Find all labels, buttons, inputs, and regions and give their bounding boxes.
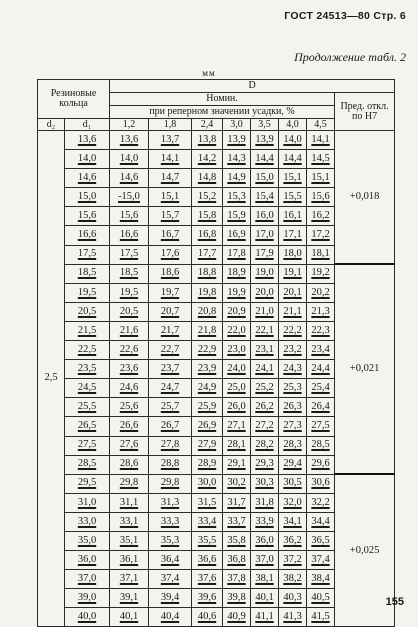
- nominal-value: 15,5: [283, 191, 302, 203]
- nominal-value: 28,2: [255, 439, 274, 451]
- shrinkage-col-header: 1,2: [110, 119, 149, 131]
- nominal-value: 31,7: [227, 496, 246, 508]
- d1-value: 21,5: [77, 324, 97, 336]
- nominal-value: 32,2: [311, 496, 330, 508]
- nominal-value: 36,0: [255, 534, 274, 546]
- col-d2-header: d₂: [38, 119, 65, 131]
- nominal-value: 29,3: [255, 458, 274, 470]
- nominal-value: 36,4: [160, 553, 180, 565]
- d1-value: 17,5: [77, 248, 97, 260]
- nominal-value: 14,0: [119, 152, 139, 164]
- nominal-value: 24,7: [160, 382, 180, 394]
- nominal-value: 15,2: [197, 191, 217, 203]
- shrinkage-header: при реперном значении усадки, %: [110, 106, 335, 119]
- nominal-value: 35,8: [227, 534, 246, 546]
- nominal-value: 21,3: [311, 305, 330, 317]
- d1-value: 23,5: [77, 362, 97, 374]
- nominal-value: 21,6: [119, 324, 139, 336]
- nominal-value: 27,1: [227, 420, 246, 432]
- nominal-value: 30,6: [311, 477, 330, 489]
- nominal-value: 27,5: [311, 420, 330, 432]
- nominal-value: 13,8: [197, 133, 217, 145]
- nominal-value: 18,5: [119, 267, 139, 279]
- nominal-value: 27,3: [283, 420, 302, 432]
- nominal-value: 24,3: [283, 362, 302, 374]
- nominal-value: 37,2: [283, 553, 302, 565]
- nominal-value: 35,1: [119, 534, 139, 546]
- d2-value: 2,5: [38, 131, 65, 627]
- table-row: [38, 474, 395, 493]
- nominal-value: 37,8: [227, 572, 246, 584]
- nominal-value: 36,5: [311, 534, 330, 546]
- nominal-value: 14,6: [119, 171, 139, 183]
- nominal-value: 26,3: [283, 401, 302, 413]
- dimension-table: [37, 79, 395, 627]
- nominal-value: 22,7: [160, 343, 180, 355]
- table-continuation: Продолжение табл. 2: [294, 50, 406, 64]
- nominal-value: 38,2: [283, 572, 302, 584]
- nominal-value: 19,2: [311, 267, 330, 279]
- nominal-value: 16,6: [119, 229, 139, 241]
- nominal-value: 26,2: [255, 401, 274, 413]
- nominal-value: 22,1: [255, 324, 274, 336]
- nominal-value: 40,6: [197, 611, 217, 623]
- nominal-value: 14,3: [227, 152, 246, 164]
- nominal-value: 14,1: [160, 152, 180, 164]
- nominal-value: 26,9: [197, 420, 217, 432]
- nominal-value: 26,7: [160, 420, 180, 432]
- nominal-value: 39,8: [227, 592, 246, 604]
- nominal-value: 14,1: [311, 133, 330, 145]
- rings-header: Резиновые кольца: [38, 80, 110, 119]
- nominal-value: 28,5: [311, 439, 330, 451]
- nominal-value: 23,7: [160, 362, 180, 374]
- nominal-value: 40,1: [255, 592, 274, 604]
- nominal-value: 15,6: [311, 191, 330, 203]
- nominal-header: Номин.: [110, 93, 335, 106]
- nominal-value: 13,7: [160, 133, 180, 145]
- standard-header: ГОСТ 24513—80 Стр. 6: [284, 10, 406, 22]
- nominal-value: 41,3: [283, 611, 302, 623]
- nominal-value: 41,5: [311, 611, 330, 623]
- nominal-value: 13,9: [227, 133, 246, 145]
- nominal-value: 18,0: [283, 248, 302, 260]
- d1-value: 15,6: [77, 210, 97, 222]
- shrinkage-col-header: 4,0: [279, 119, 307, 131]
- limit-deviation-header: Пред. откл. по Н7: [335, 93, 395, 131]
- nominal-value: 33,3: [160, 515, 180, 527]
- nominal-value: 16,9: [227, 229, 246, 241]
- nominal-value: 20,0: [255, 286, 274, 298]
- nominal-value: 14,8: [197, 171, 217, 183]
- col-d1-header: d₁: [65, 119, 110, 131]
- nominal-value: 15,1: [311, 171, 330, 183]
- nominal-value: 30,5: [283, 477, 302, 489]
- nominal-value: 15,1: [160, 191, 180, 203]
- nominal-value: 40,3: [283, 592, 302, 604]
- nominal-value: 35,3: [160, 534, 180, 546]
- nominal-value: 17,5: [119, 248, 139, 260]
- table-row: [38, 264, 395, 283]
- nominal-value: 21,1: [283, 305, 302, 317]
- nominal-value: 23,1: [255, 343, 274, 355]
- unit-label: мм: [202, 68, 216, 78]
- nominal-value: 40,4: [160, 611, 180, 623]
- nominal-value: 18,6: [160, 267, 180, 279]
- nominal-value: 19,9: [227, 286, 246, 298]
- nominal-value: 36,1: [119, 553, 139, 565]
- nominal-value: 37,6: [197, 572, 217, 584]
- nominal-value: 19,8: [197, 286, 217, 298]
- nominal-value: 14,4: [283, 152, 302, 164]
- nominal-value: 29,4: [283, 458, 302, 470]
- nominal-value: 22,2: [283, 324, 302, 336]
- nominal-value: -15,0: [118, 191, 140, 203]
- nominal-value: 23,6: [119, 362, 139, 374]
- nominal-value: 27,9: [197, 439, 217, 451]
- nominal-value: 19,7: [160, 286, 180, 298]
- nominal-value: 17,2: [311, 229, 330, 241]
- nominal-value: 21,8: [197, 324, 217, 336]
- nominal-value: 26,0: [227, 401, 246, 413]
- nominal-value: 35,5: [197, 534, 217, 546]
- nominal-value: 36,8: [227, 553, 246, 565]
- nominal-value: 31,1: [119, 496, 139, 508]
- d1-value: 35,0: [77, 534, 97, 546]
- d1-value: 13,6: [77, 133, 97, 145]
- nominal-value: 26,4: [311, 401, 330, 413]
- d1-value: 29,5: [77, 477, 97, 489]
- nominal-value: 40,1: [119, 611, 139, 623]
- d1-value: 15,0: [77, 191, 97, 203]
- nominal-value: 16,7: [160, 229, 180, 241]
- nominal-value: 29,8: [119, 477, 139, 489]
- nominal-value: 25,0: [227, 382, 246, 394]
- nominal-value: 22,3: [311, 324, 330, 336]
- nominal-value: 24,6: [119, 382, 139, 394]
- nominal-value: 30,0: [197, 477, 217, 489]
- nominal-value: 36,6: [197, 553, 217, 565]
- nominal-value: 17,9: [255, 248, 274, 260]
- nominal-value: 22,6: [119, 343, 139, 355]
- nominal-value: 21,0: [255, 305, 274, 317]
- nominal-value: 16,8: [197, 229, 217, 241]
- page-number: 155: [385, 596, 404, 608]
- d1-value: 18,5: [77, 267, 97, 279]
- nominal-value: 19,0: [255, 267, 274, 279]
- d1-value: 36,0: [77, 553, 97, 565]
- d1-value: 19,5: [77, 286, 97, 298]
- nominal-value: 14,7: [160, 171, 180, 183]
- nominal-value: 15,4: [255, 191, 274, 203]
- nominal-value: 28,1: [227, 439, 246, 451]
- nominal-value: 21,7: [160, 324, 180, 336]
- nominal-value: 29,6: [311, 458, 330, 470]
- nominal-value: 38,4: [311, 572, 330, 584]
- nominal-value: 40,9: [227, 611, 246, 623]
- tolerance-value: +0,025: [335, 474, 395, 627]
- nominal-value: 20,5: [119, 305, 139, 317]
- nominal-value: 37,4: [311, 553, 330, 565]
- nominal-value: 33,7: [227, 515, 246, 527]
- nominal-value: 28,8: [160, 458, 180, 470]
- nominal-value: 31,8: [255, 496, 274, 508]
- d1-value: 37,0: [77, 572, 97, 584]
- nominal-value: 34,4: [311, 515, 330, 527]
- nominal-value: 38,1: [255, 572, 274, 584]
- nominal-value: 20,2: [311, 286, 330, 298]
- nominal-value: 22,0: [227, 324, 246, 336]
- nominal-value: 37,1: [119, 572, 139, 584]
- nominal-value: 15,8: [197, 210, 217, 222]
- shrinkage-col-header: 2,4: [192, 119, 223, 131]
- nominal-value: 33,9: [255, 515, 274, 527]
- nominal-value: 17,7: [197, 248, 217, 260]
- d1-value: 39,0: [77, 592, 97, 604]
- d1-value: 24,5: [77, 382, 97, 394]
- nominal-value: 15,1: [283, 171, 302, 183]
- nominal-value: 18,8: [197, 267, 217, 279]
- nominal-value: 30,2: [227, 477, 246, 489]
- nominal-value: 13,9: [255, 133, 274, 145]
- nominal-value: 27,6: [119, 439, 139, 451]
- nominal-value: 33,4: [197, 515, 217, 527]
- nominal-value: 13,6: [119, 133, 139, 145]
- nominal-value: 20,7: [160, 305, 180, 317]
- shrinkage-col-header: 3,0: [223, 119, 251, 131]
- nominal-value: 25,6: [119, 401, 139, 413]
- nominal-value: 24,0: [227, 362, 246, 374]
- nominal-value: 27,8: [160, 439, 180, 451]
- d1-value: 40,0: [77, 611, 97, 623]
- nominal-value: 36,2: [283, 534, 302, 546]
- shrinkage-col-header: 3,5: [251, 119, 279, 131]
- d1-value: 16,6: [77, 229, 97, 241]
- nominal-value: 39,6: [197, 592, 217, 604]
- nominal-value: 19,1: [283, 267, 302, 279]
- d1-value: 14,6: [77, 171, 97, 183]
- nominal-value: 32,0: [283, 496, 302, 508]
- nominal-value: 37,0: [255, 553, 274, 565]
- nominal-value: 33,1: [119, 515, 139, 527]
- nominal-value: 39,4: [160, 592, 180, 604]
- nominal-value: 15,0: [255, 171, 274, 183]
- nominal-value: 17,1: [283, 229, 302, 241]
- nominal-value: 26,6: [119, 420, 139, 432]
- d1-value: 26,5: [77, 420, 97, 432]
- nominal-value: 29,8: [160, 477, 180, 489]
- nominal-value: 40,5: [311, 592, 330, 604]
- shrinkage-col-header: 1,8: [149, 119, 192, 131]
- nominal-value: 25,3: [283, 382, 302, 394]
- tolerance-value: +0,021: [335, 264, 395, 474]
- nominal-value: 14,5: [311, 152, 330, 164]
- nominal-value: 17,0: [255, 229, 274, 241]
- nominal-value: 20,1: [283, 286, 302, 298]
- nominal-value: 15,3: [227, 191, 246, 203]
- nominal-value: 14,0: [283, 133, 302, 145]
- nominal-value: 15,9: [227, 210, 246, 222]
- nominal-value: 16,0: [255, 210, 274, 222]
- d-header: D: [110, 80, 395, 93]
- nominal-value: 17,6: [160, 248, 180, 260]
- nominal-value: 37,4: [160, 572, 180, 584]
- nominal-value: 20,8: [197, 305, 217, 317]
- d1-value: 28,5: [77, 458, 97, 470]
- table-row: [38, 131, 395, 150]
- d1-value: 33,0: [77, 515, 97, 527]
- nominal-value: 17,8: [227, 248, 246, 260]
- nominal-value: 19,5: [119, 286, 139, 298]
- nominal-value: 25,2: [255, 382, 274, 394]
- shrinkage-col-header: 4,5: [307, 119, 335, 131]
- nominal-value: 41,1: [255, 611, 274, 623]
- nominal-value: 25,4: [311, 382, 330, 394]
- nominal-value: 15,7: [160, 210, 180, 222]
- nominal-value: 16,2: [311, 210, 330, 222]
- nominal-value: 14,2: [197, 152, 217, 164]
- d1-value: 22,5: [77, 343, 97, 355]
- nominal-value: 14,9: [227, 171, 246, 183]
- nominal-value: 24,4: [311, 362, 330, 374]
- nominal-value: 25,9: [197, 401, 217, 413]
- nominal-value: 31,3: [160, 496, 180, 508]
- d1-value: 14,0: [77, 152, 97, 164]
- nominal-value: 29,1: [227, 458, 246, 470]
- d1-value: 20,5: [77, 305, 97, 317]
- nominal-value: 24,1: [255, 362, 274, 374]
- nominal-value: 27,2: [255, 420, 274, 432]
- d1-value: 25,5: [77, 401, 97, 413]
- nominal-value: 23,9: [197, 362, 217, 374]
- d1-value: 31,0: [77, 496, 97, 508]
- nominal-value: 28,3: [283, 439, 302, 451]
- nominal-value: 28,9: [197, 458, 217, 470]
- d1-value: 27,5: [77, 439, 97, 451]
- nominal-value: 22,9: [197, 343, 217, 355]
- tolerance-value: +0,018: [335, 131, 395, 265]
- nominal-value: 30,3: [255, 477, 274, 489]
- nominal-value: 24,9: [197, 382, 217, 394]
- nominal-value: 23,2: [283, 343, 302, 355]
- nominal-value: 23,0: [227, 343, 246, 355]
- nominal-value: 28,6: [119, 458, 139, 470]
- nominal-value: 34,1: [283, 515, 302, 527]
- nominal-value: 31,5: [197, 496, 217, 508]
- nominal-value: 23,4: [311, 343, 330, 355]
- nominal-value: 20,9: [227, 305, 246, 317]
- nominal-value: 39,1: [119, 592, 139, 604]
- nominal-value: 14,4: [255, 152, 274, 164]
- nominal-value: 25,7: [160, 401, 180, 413]
- nominal-value: 18,1: [311, 248, 330, 260]
- nominal-value: 16,1: [283, 210, 302, 222]
- nominal-value: 15,6: [119, 210, 139, 222]
- nominal-value: 18,9: [227, 267, 246, 279]
